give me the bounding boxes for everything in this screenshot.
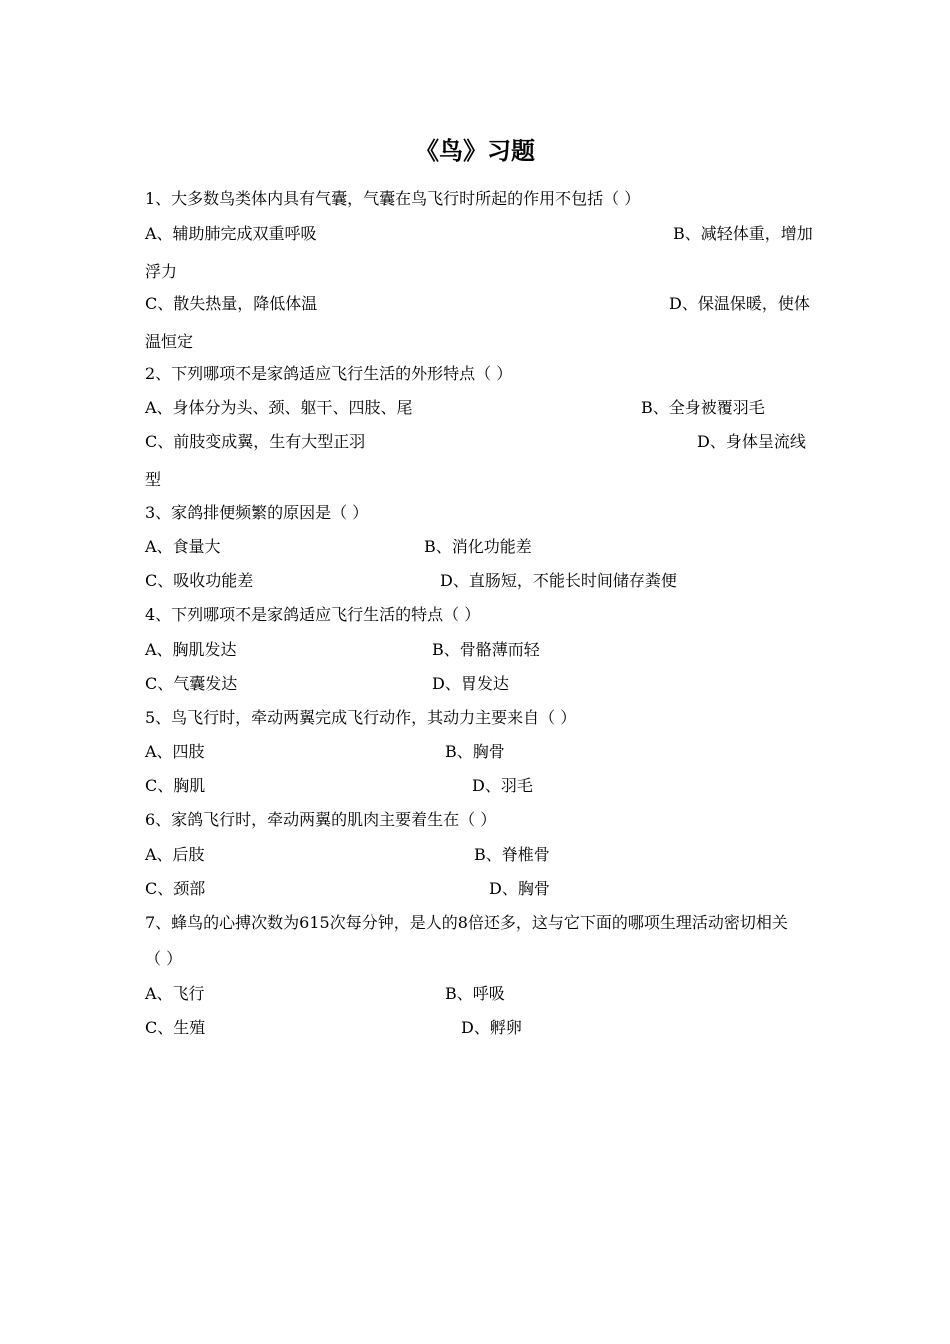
question-6-option-b: B、脊椎骨 [474,845,550,864]
page-title: 《鸟》习题 [415,136,535,165]
question-5-option-a: A、四肢 [145,742,205,761]
question-5-option-d: D、羽毛 [472,776,533,795]
question-2-option-c: C、前肢变成翼，生有大型正羽 [145,432,366,451]
question-1-option-d: D、保温保暖，使体 [669,294,810,313]
question-6-option-a: A、后肢 [145,845,205,864]
question-1-option-c: C、散失热量，降低体温 [145,294,318,313]
question-4-stem: 4、下列哪项不是家鸽适应飞行生活的特点（ ） [145,605,481,624]
question-3-option-a: A、食量大 [145,537,221,556]
question-4-option-c: C、气囊发达 [145,674,238,693]
question-7-stem-continued: （ ） [145,949,183,968]
question-3-option-b: B、消化功能差 [424,537,532,556]
question-6-option-c: C、颈部 [145,879,206,898]
question-2-option-a: A、身体分为头、颈、躯干、四肢、尾 [145,398,413,417]
question-3-option-d: D、直肠短，不能长时间储存粪便 [440,571,677,590]
question-4-option-b: B、骨骼薄而轻 [432,640,540,659]
question-2-option-d-continued: 型 [145,470,162,489]
question-2-option-d: D、身体呈流线 [697,432,806,451]
question-1-option-d-continued: 温恒定 [145,332,194,351]
question-1-option-b-continued: 浮力 [145,262,178,281]
question-2-option-b: B、全身被覆羽毛 [641,398,765,417]
question-1-stem: 1、大多数鸟类体内具有气囊，气囊在鸟飞行时所起的作用不包括（ ） [145,189,641,208]
question-6-stem: 6、家鸽飞行时，牵动两翼的肌肉主要着生在（ ） [145,810,497,829]
question-4-option-d: D、胃发达 [432,674,509,693]
question-7-option-d: D、孵卵 [461,1018,522,1037]
question-5-option-c: C、胸肌 [145,776,206,795]
question-1-option-a: A、辅助肺完成双重呼吸 [145,224,317,243]
question-1-option-b: B、减轻体重，增加 [673,224,813,243]
question-2-stem: 2、下列哪项不是家鸽适应飞行生活的外形特点（ ） [145,364,513,383]
question-3-stem: 3、家鸽排便频繁的原因是（ ） [145,503,369,522]
question-5-stem: 5、鸟飞行时，牵动两翼完成飞行动作，其动力主要来自（ ） [145,708,577,727]
question-7-option-b: B、呼吸 [445,984,505,1003]
question-7-stem: 7、蜂鸟的心搏次数为615次每分钟，是人的8倍还多，这与它下面的哪项生理活动密切相关 [145,913,788,932]
question-7-option-a: A、飞行 [145,984,205,1003]
question-3-option-c: C、吸收功能差 [145,571,254,590]
question-4-option-a: A、胸肌发达 [145,640,237,659]
question-5-option-b: B、胸骨 [445,742,505,761]
question-6-option-d: D、胸骨 [489,879,550,898]
question-7-option-c: C、生殖 [145,1018,206,1037]
